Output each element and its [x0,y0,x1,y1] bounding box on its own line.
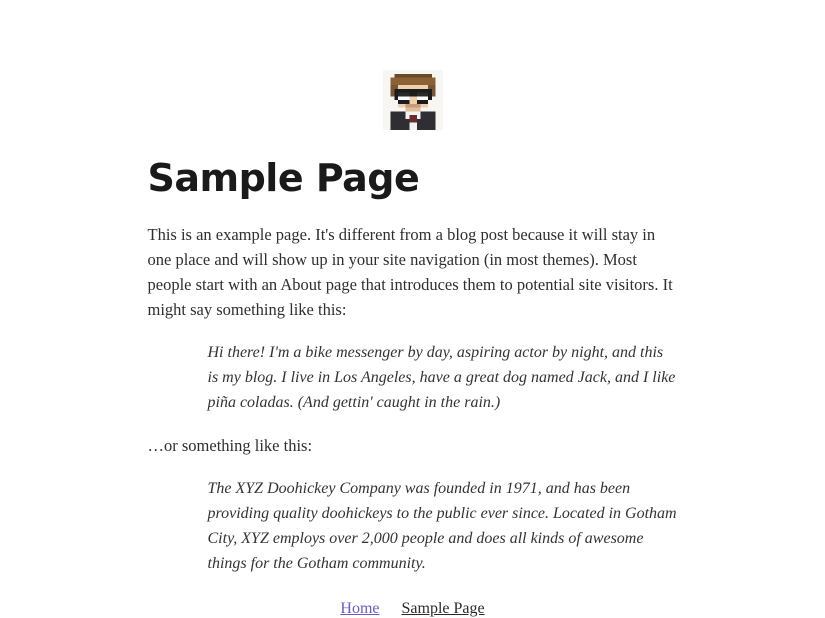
nav-link-sample-page[interactable]: Sample Page [401,599,485,617]
intro-paragraph: This is an example page. It's different from a blog post because it will stay in one place and will show up in your site navigation (in most themes). Most people start with an About page that introduces them to potential site visitors. It might say something like this: [147,224,673,319]
page-content [148,158,678,618]
blockquote-company [148,476,678,576]
footer-navigation [148,600,678,618]
pixel-avatar-icon [383,70,443,130]
nav-link-home[interactable]: Home [340,599,380,617]
blockquote-about-text: Hi there! I'm a bike messenger by day, aspiring actor by night, and this is my blog. I live in Los Angeles, have a great dog named Jack, and I like piña coladas. (And gettin' caught in the rain.) [207,343,676,411]
blockquote-about [148,340,678,415]
page-title: Sample Page [147,156,420,200]
blockquote-company-text: The XYZ Doohickey Company was founded in 1971, and has been providing quality doohickeys to the public ever since. Located in Gotham City, XYZ employs over 2,000 people and does all kinds of awesome things for the Gotham community. [207,479,677,572]
transition-paragraph: …or something like this: [147,435,313,455]
avatar-container [0,0,825,130]
